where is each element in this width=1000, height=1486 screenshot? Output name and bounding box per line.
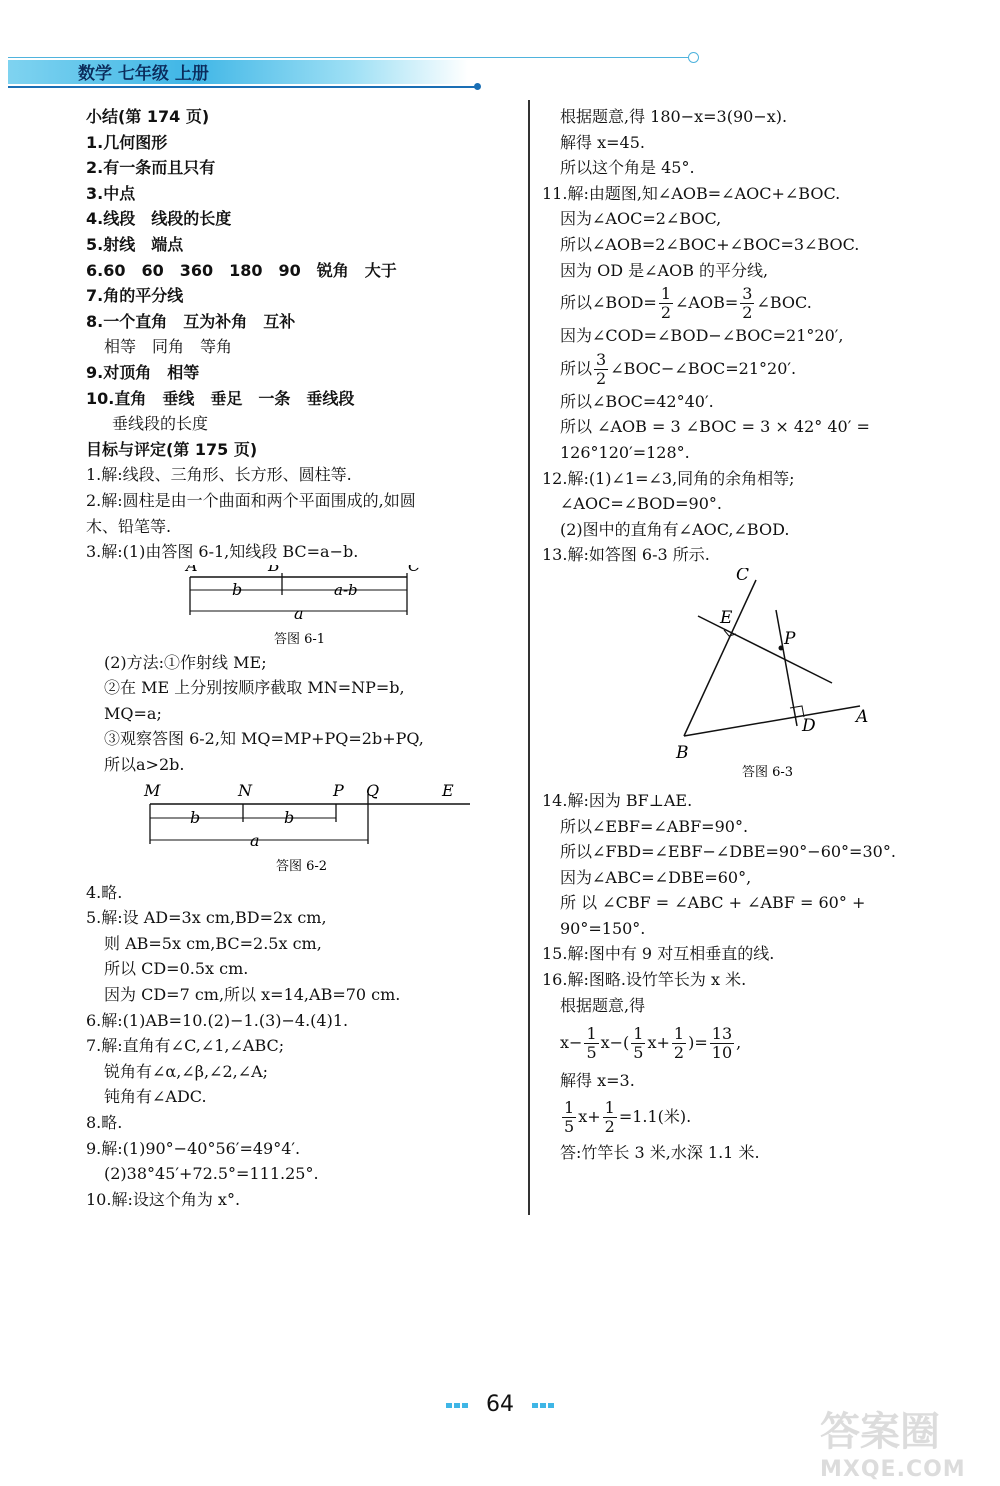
answer-4: 4.略. <box>86 882 123 902</box>
watermark-title: 答案圈 <box>820 1409 940 1455</box>
page-marker <box>462 1403 468 1408</box>
numerator: 13 <box>711 1024 733 1044</box>
summary-item-cont: 垂线段的长度 <box>112 414 209 434</box>
numerator: 3 <box>742 284 753 304</box>
answer-11-line6: 因为∠COD=∠BOD−∠BOC=21°20′, <box>560 326 844 346</box>
fig63-ray-ba <box>684 706 860 736</box>
answer-3-step2: ②在 ME 上分别按顺序截取 MN=NP=b, <box>104 678 405 698</box>
text: , <box>736 1033 742 1053</box>
denominator: 2 <box>742 303 753 323</box>
answer-3-step3: ③观察答图 6-2,知 MQ=MP+PQ=2b+PQ, <box>104 729 424 749</box>
fraction <box>659 285 673 322</box>
denominator: 2 <box>673 1043 685 1063</box>
answer-15: 15.解:图中有 9 对互相垂直的线. <box>542 944 775 964</box>
answer-5-line2: 则 AB=5x cm,BC=2.5x cm, <box>104 933 322 953</box>
header-underline-dot <box>474 83 481 90</box>
answer-9: 9.解:(1)90°−40°56′=49°4′. <box>86 1138 301 1158</box>
answer-11-line2: 因为∠AOC=2∠BOC, <box>560 209 722 229</box>
answer-10-line3: 解得 x=45. <box>560 132 645 152</box>
page-marker <box>540 1403 546 1408</box>
section-title-summary: 小结(第 174 页) <box>86 107 210 126</box>
denominator: 5 <box>586 1043 597 1063</box>
answer-7-line3: 钝角有∠ADC. <box>104 1087 207 1107</box>
answer-11-line4: 因为 OD 是∠AOB 的平分线, <box>560 260 769 280</box>
header-title: 数学 七年级 上册 <box>78 64 209 84</box>
numerator: 1 <box>660 284 672 304</box>
answer-14-line4: 因为∠ABC=∠DBE=60°, <box>560 867 752 887</box>
fig63-label-c: C <box>736 567 750 585</box>
text: x− <box>560 1033 583 1053</box>
denominator: 5 <box>564 1116 575 1136</box>
numerator: 1 <box>564 1097 575 1117</box>
answer-14-line5: 所 以 ∠CBF = ∠ABC + ∠ABF = 60° + <box>560 893 866 913</box>
right-column <box>542 104 982 1165</box>
text: ∠AOB= <box>675 293 739 313</box>
text: x+ <box>578 1106 601 1126</box>
fig61-label-b-len: b <box>232 579 243 599</box>
answer-14-line6: 90°=150°. <box>560 918 646 938</box>
column-divider <box>528 100 530 1215</box>
figure-6-3-drawing <box>542 568 982 788</box>
page-header <box>8 55 688 87</box>
summary-item: 2.有一条而且只有 <box>86 158 216 178</box>
numerator: 1 <box>673 1024 685 1044</box>
answer-11-line3: 所以∠AOB=2∠BOC+∠BOC=3∠BOC. <box>560 234 860 254</box>
fig63-caption: 答图 6-3 <box>742 764 794 780</box>
answer-7-line2: 锐角有∠α,∠β,∠2,∠A; <box>104 1061 269 1081</box>
answer-11: 11.解:由题图,知∠AOB=∠AOC+∠BOC. <box>542 183 841 203</box>
answer-13: 13.解:如答图 6-3 所示. <box>542 545 710 565</box>
denominator: 2 <box>660 303 672 323</box>
answer-16-depth <box>542 1094 982 1140</box>
fig61-label-c: C <box>408 564 421 575</box>
fraction <box>710 1025 734 1062</box>
answer-8: 8.略. <box>86 1113 123 1132</box>
fraction <box>740 285 754 322</box>
answer-12-line2: ∠AOC=∠BOD=90°. <box>560 494 722 514</box>
fig61-label-a-len: a <box>294 603 304 623</box>
answer-16-solve: 解得 x=3. <box>560 1071 635 1091</box>
header-line-end-dot <box>688 52 699 63</box>
answer-16-answer: 答:竹竿长 3 米,水深 1.1 米. <box>560 1142 760 1162</box>
figure-6-2-drawing <box>86 778 521 880</box>
answer-11-line8: 所以∠BOC=42°40′. <box>560 391 714 411</box>
page-marker <box>446 1403 452 1408</box>
fraction <box>594 351 608 388</box>
summary-item: 10.直角 垂线 垂足 一条 垂线段 <box>86 388 355 408</box>
fig62-label-b1: b <box>190 807 201 827</box>
fig61-caption: 答图 6-1 <box>274 631 326 647</box>
answer-12-line3: (2)图中的直角有∠AOC,∠BOD. <box>560 519 790 539</box>
denominator: 5 <box>633 1043 644 1063</box>
numerator: 1 <box>633 1024 644 1044</box>
watermark-url: MXQE.COM <box>820 1457 966 1482</box>
text: x+ <box>647 1033 670 1053</box>
fig62-label-m: M <box>144 780 161 800</box>
answer-3-step2-cont: MQ=a; <box>104 703 162 723</box>
fig63-label-a: A <box>856 706 869 727</box>
answer-3-method: (2)方法:①作射线 ME; <box>104 652 267 672</box>
figure-6-1-drawing <box>86 565 521 650</box>
answer-10-line2: 根据题意,得 180−x=3(90−x). <box>560 107 788 126</box>
figure-6-2 <box>86 778 521 880</box>
answer-1: 1.解:线段、三角形、长方形、圆柱等. <box>86 465 352 485</box>
fig62-label-p: P <box>333 780 344 800</box>
page-marker <box>454 1403 460 1408</box>
fig61-label-a: A <box>186 564 198 575</box>
answer-11-line7 <box>542 349 982 389</box>
summary-item: 8.一个直角 互为补角 互补 <box>86 311 296 331</box>
watermark <box>820 1400 990 1482</box>
answer-12: 12.解:(1)∠1=∠3,同角的余角相等; <box>542 468 795 488</box>
left-column <box>86 104 521 1212</box>
answer-14-line3: 所以∠FBD=∠EBF−∠DBE=90°−60°=30°. <box>560 842 896 862</box>
answer-11-line10: 126°120′=128°. <box>560 442 690 462</box>
fig63-point-p <box>779 645 784 650</box>
fig63-line-pd <box>776 610 797 726</box>
text: 所以 <box>560 358 593 378</box>
figure-6-3 <box>542 568 982 788</box>
numerator: 1 <box>586 1024 597 1044</box>
fraction <box>603 1099 617 1136</box>
fig62-label-q: Q <box>366 780 380 800</box>
summary-item: 4.线段 线段的长度 <box>86 209 232 229</box>
denominator: 10 <box>711 1043 733 1063</box>
answer-11-line9: 所以 ∠AOB = 3 ∠BOC = 3 × 42° 40′ = <box>560 417 870 437</box>
answer-7: 7.解:直角有∠C,∠1,∠ABC; <box>86 1036 285 1056</box>
answer-16: 16.解:图略.设竹竿长为 x 米. <box>542 970 747 990</box>
header-band <box>8 60 468 84</box>
summary-item: 5.射线 端点 <box>86 234 184 254</box>
answer-16-equation <box>542 1018 982 1068</box>
answer-5-line4: 因为 CD=7 cm,所以 x=14,AB=70 cm. <box>104 985 401 1005</box>
text: x−( <box>600 1033 630 1053</box>
text: 所以∠BOD= <box>560 293 657 313</box>
answer-9-line2: (2)38°45′+72.5°=111.25°. <box>104 1164 319 1184</box>
answer-2-cont: 木、铅笔等. <box>86 516 172 536</box>
answer-14: 14.解:因为 BF⊥AE. <box>542 790 693 810</box>
fig63-label-b: B <box>676 742 689 763</box>
fig61-label-b: B <box>268 564 280 575</box>
answer-6: 6.解:(1)AB=10.(2)−1.(3)−4.(4)1. <box>86 1010 349 1030</box>
summary-item: 9.对顶角 相等 <box>86 362 200 382</box>
answer-3-conclusion: 所以a>2b. <box>104 755 185 775</box>
text: )= <box>688 1033 708 1053</box>
answer-10-line4: 所以这个角是 45°. <box>560 158 695 178</box>
fig62-label-a: a <box>250 830 260 850</box>
answer-5-line3: 所以 CD=0.5x cm. <box>104 959 249 979</box>
header-top-line <box>8 57 688 58</box>
numerator: 3 <box>596 349 607 369</box>
fraction <box>672 1025 686 1062</box>
answer-16-line2: 根据题意,得 <box>560 995 646 1015</box>
text: ∠BOC. <box>756 293 812 313</box>
fig63-line-pe <box>698 616 832 683</box>
page-marker <box>548 1403 554 1408</box>
fig63-ray-bc <box>684 580 756 736</box>
answer-10: 10.解:设这个角为 x°. <box>86 1189 241 1209</box>
text: ∠BOC−∠BOC=21°20′. <box>610 358 797 378</box>
page-marker <box>532 1403 538 1408</box>
fig63-label-d: D <box>802 715 816 736</box>
fig62-label-e: E <box>442 780 454 800</box>
summary-item: 7.角的平分线 <box>86 286 184 306</box>
figure-6-1 <box>86 565 521 650</box>
fraction <box>562 1099 576 1136</box>
answer-5: 5.解:设 AD=3x cm,BD=2x cm, <box>86 908 327 928</box>
numerator: 1 <box>604 1097 615 1117</box>
summary-item: 3.中点 <box>86 183 136 203</box>
fraction <box>584 1025 598 1062</box>
fig62-caption: 答图 6-2 <box>276 858 328 874</box>
denominator: 2 <box>604 1116 615 1136</box>
denominator: 2 <box>596 368 607 388</box>
fig62-label-n: N <box>238 780 252 800</box>
text: =1.1(米). <box>618 1106 692 1126</box>
page-number-text: 64 <box>486 1392 514 1417</box>
summary-item-cont: 相等 同角 等角 <box>104 337 233 357</box>
answer-2: 2.解:圆柱是由一个曲面和两个平面围成的,如圆 <box>86 490 416 510</box>
fraction <box>631 1025 645 1062</box>
fig63-label-p: P <box>784 628 796 649</box>
answer-11-line5 <box>542 283 982 323</box>
section-title-evaluation: 目标与评定(第 175 页) <box>86 439 258 459</box>
header-underline <box>8 86 478 88</box>
answer-3: 3.解:(1)由答图 6-1,知线段 BC=a−b. <box>86 542 359 562</box>
summary-item: 6.60 60 360 180 90 锐角 大于 <box>86 260 397 280</box>
answer-14-line2: 所以∠EBF=∠ABF=90°. <box>560 816 749 836</box>
summary-item: 1.几何图形 <box>86 132 168 152</box>
fig62-label-b2: b <box>284 807 295 827</box>
fig61-label-amb: a-b <box>334 580 358 599</box>
fig63-label-e: E <box>720 607 733 628</box>
